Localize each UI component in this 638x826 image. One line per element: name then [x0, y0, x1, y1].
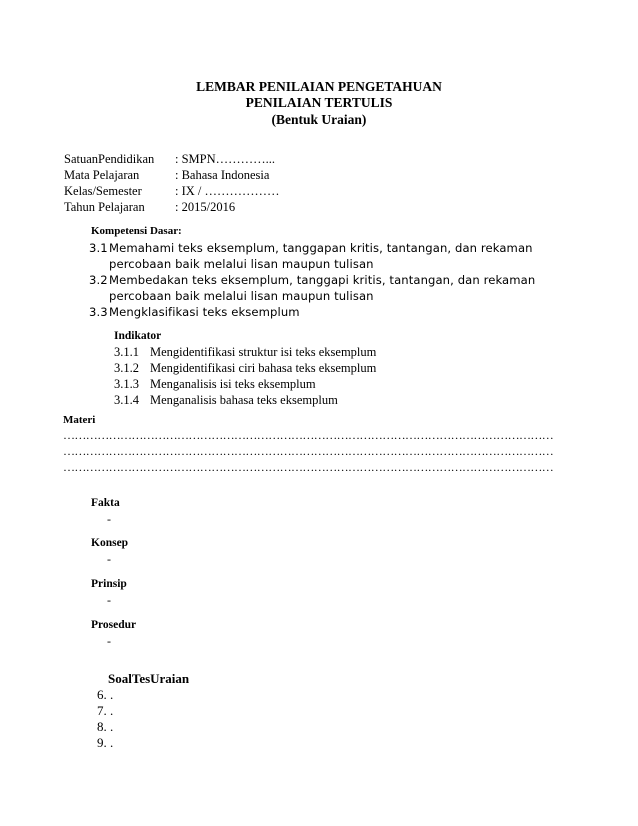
prinsip-item: -	[107, 593, 111, 607]
info-label-satuan: SatuanPendidikan	[64, 152, 155, 166]
indikator-number: 3.1.2	[114, 361, 139, 375]
materi-heading: Materi	[63, 414, 96, 426]
soal-heading: SoalTesUraian	[108, 671, 190, 686]
kd-number: 3.1	[89, 241, 108, 255]
kd-text-continued: percobaan baik melalui lisan maupun tulisan	[109, 257, 374, 271]
kd-number: 3.3	[89, 305, 108, 319]
fakta-item: -	[107, 512, 111, 526]
info-value-tahun: : 2015/2016	[175, 200, 236, 214]
prinsip-heading: Prinsip	[91, 578, 127, 590]
kd-text: Mengklasifikasi teks eksemplum	[109, 305, 300, 319]
indikator-number: 3.1.3	[114, 377, 139, 391]
indikator-number: 3.1.1	[114, 345, 139, 359]
kd-number: 3.2	[89, 273, 108, 287]
soal-item: 6. .	[97, 687, 114, 702]
prosedur-heading: Prosedur	[91, 619, 137, 631]
info-label-tahun: Tahun Pelajaran	[64, 200, 145, 214]
materi-blank-line: …………………………………………………………………………………………………………………	[63, 444, 554, 458]
indikator-heading: Indikator	[114, 330, 162, 342]
kompetensi-heading: Kompetensi Dasar	[91, 225, 179, 237]
document-title: LEMBAR PENILAIAN PENGETAHUAN	[196, 79, 442, 94]
soal-item: 7. .	[97, 703, 114, 718]
konsep-item: -	[107, 552, 111, 566]
info-label-kelas: Kelas/Semester	[64, 184, 142, 198]
soal-item: 9. .	[97, 735, 114, 750]
kd-text-continued: percobaan baik melalui lisan maupun tulisan	[109, 289, 374, 303]
fakta-heading: Fakta	[91, 497, 120, 509]
info-value-mapel: : Bahasa Indonesia	[175, 168, 270, 182]
materi-blank-line: …………………………………………………………………………………………………………………	[63, 428, 554, 442]
prosedur-item: -	[107, 634, 111, 648]
indikator-text: Menganalisis isi teks eksemplum	[150, 377, 316, 391]
document-form-type: (Bentuk Uraian)	[271, 112, 367, 127]
indikator-text: Menganalisis bahasa teks eksemplum	[150, 393, 338, 407]
info-value-satuan: : SMPN…………...	[175, 152, 276, 166]
document-subtitle: PENILAIAN TERTULIS	[245, 95, 393, 110]
soal-item: 8. .	[97, 719, 114, 734]
kd-text: Memahami teks eksemplum, tanggapan kritis, tantangan, dan rekaman	[109, 241, 533, 255]
kompetensi-colon: :	[178, 225, 182, 237]
info-label-mapel: Mata Pelajaran	[64, 168, 140, 182]
indikator-text: Mengidentifikasi struktur isi teks eksemplum	[150, 345, 377, 359]
kd-text: Membedakan teks eksemplum, tanggapi kritis, tantangan, dan rekaman	[109, 273, 536, 287]
indikator-number: 3.1.4	[114, 393, 139, 407]
info-value-kelas: : IX / ………………	[175, 184, 280, 198]
indikator-text: Mengidentifikasi ciri bahasa teks eksemplum	[150, 361, 377, 375]
materi-blank-line: …………………………………………………………………………………………………………………	[63, 460, 554, 474]
konsep-heading: Konsep	[91, 537, 129, 549]
